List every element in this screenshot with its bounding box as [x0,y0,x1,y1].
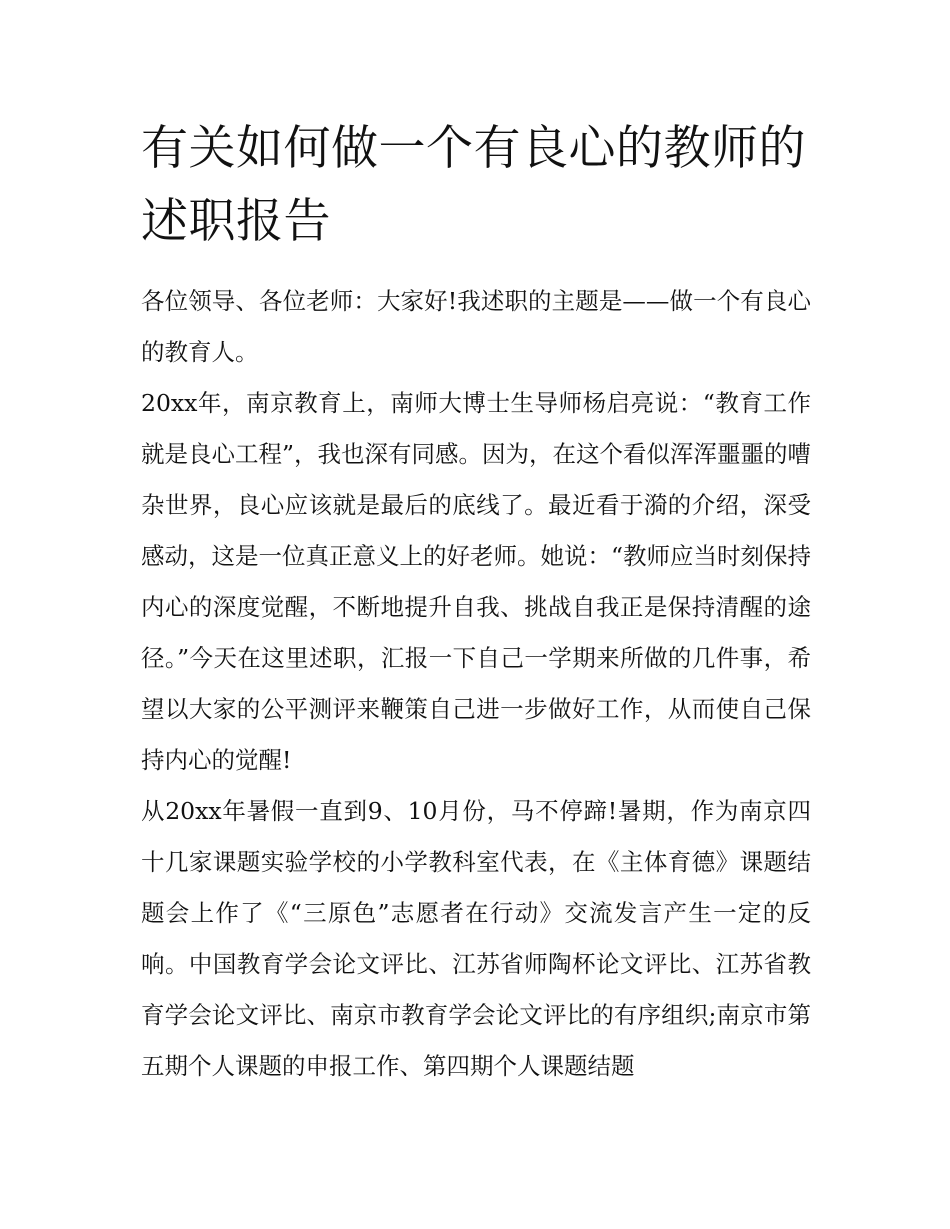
document-title: 有关如何做一个有良心的教师的述职报告 [141,121,806,249]
paragraph-introduction: 20xx年，南京教育上，南师大博士生导师杨启亮说：“教育工作就是良心工程”，我也深有同感。因为，在这个看似浑浑噩噩的嘈杂世界，良心应该就是最后的底线了。最近看于漪的介绍，深受感动，这是一位真正意义上的好老师。她说：“教师应当时刻保持内心的深度觉醒，不断地提升自我、挑战自我正是保持清醒的途径。”今天在这里述职，汇报一下自己一学期来所做的几件事，希望以大家的公平测评来鞭策自己进一步做好工作，从而使自己保持内心的觉醒! [141,389,812,774]
document-content [141,112,811,1092]
paragraph-work-summary: 从20xx年暑假一直到9、10月份，马不停蹄!暑期，作为南京四十几家课题实验学校的小学教科室代表，在《主体育德》课题结题会上作了《“三原色”志愿者在行动》交流发言产生一定的反响。中国教育学会论文评比、江苏省师陶杯论文评比、江苏省教育学会论文评比、南京市教育学会论文评比的有序组织;南京市第五期个人课题的申报工作、第四期个人课题结题 [141,797,811,1080]
document-body [141,276,811,1092]
paragraph-greeting: 各位领导、各位老师：大家好!我述职的主题是——做一个有良心的教育人。 [141,287,811,366]
